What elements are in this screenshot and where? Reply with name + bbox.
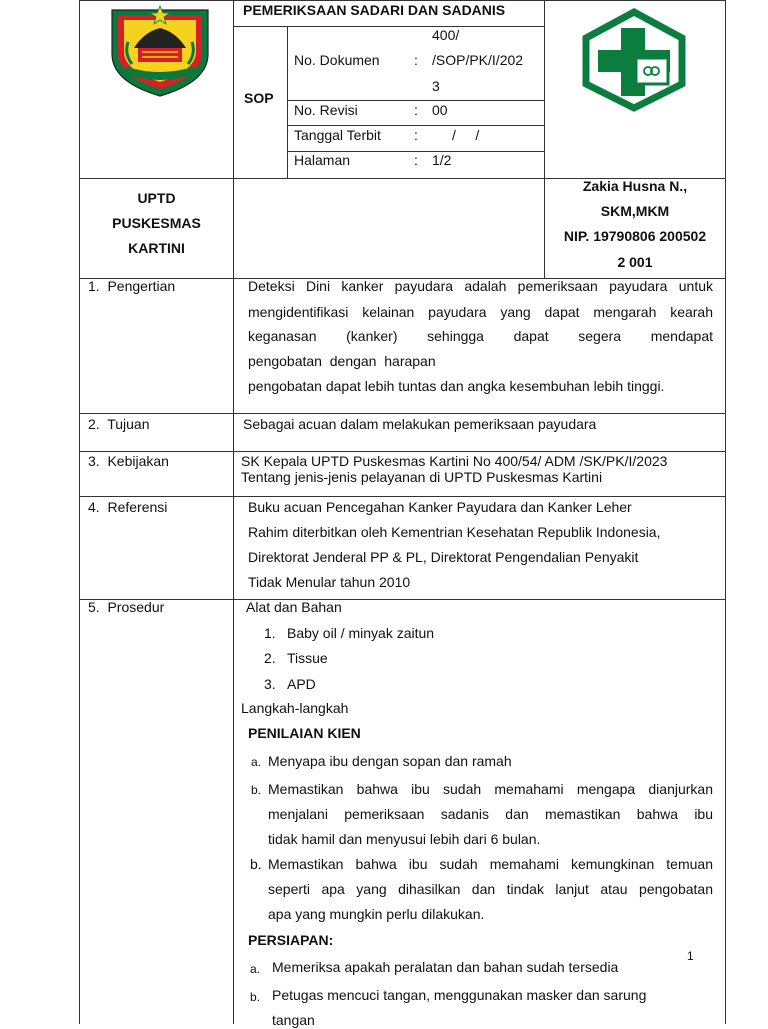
persiapan-item-b-line-1: Petugas mencuci tangan, menggunakan masker dan sarung	[272, 987, 647, 1003]
institution-line-1: UPTD	[137, 190, 176, 206]
title-row-line	[233, 26, 545, 27]
pengertian-line-2: mengidentifikasi kelainan payudara yang dapat mengarah kearah	[248, 304, 713, 320]
pengertian-bottom-line	[79, 413, 726, 414]
doc-no-label: No. Dokumen	[294, 52, 380, 68]
sop-label: SOP	[244, 90, 274, 106]
doc-row-line	[287, 100, 545, 101]
institution-line-2: PUSKESMAS	[112, 215, 201, 231]
page-colon: :	[414, 152, 418, 168]
penilaian-item-b1-mark: b.	[251, 783, 262, 797]
table-border-left	[79, 0, 80, 1024]
issue-date-value: / /	[452, 127, 480, 143]
persiapan-item-b-line-2: tangan	[272, 1012, 315, 1028]
penilaian-item-b1-line-2: menjalani pemeriksaan sadanis dan memastikan bahwa ibu	[268, 806, 713, 822]
signatory-name: Zakia Husna N.,	[582, 178, 688, 194]
issue-date-colon: :	[414, 127, 418, 143]
pengertian-line-3: keganasan (kanker) sehingga dapat segera mendapat	[248, 328, 713, 344]
section-label-pengertian: 1. Pengertian	[88, 278, 176, 294]
pengertian-line-1: Deteksi Dini kanker payudara adalah pemeriksaan payudara untuk	[248, 278, 713, 294]
revision-value: 00	[432, 102, 448, 118]
penilaian-item-b2-line-2: seperti apa yang dihasilkan dan tindak lanjut atau pengobatan	[268, 881, 713, 897]
section-label-tujuan: 2. Tujuan	[88, 416, 150, 432]
pengertian-line-5: pengobatan dapat lebih tuntas dan angka kesembuhan lebih tinggi.	[248, 378, 665, 394]
alat-item-3-text: APD	[287, 676, 316, 692]
page-value: 1/2	[432, 152, 452, 168]
persiapan-item-a-mark: a.	[250, 962, 261, 976]
doc-no-colon: :	[414, 52, 418, 68]
persiapan-item-b-mark: b.	[250, 990, 261, 1004]
signatory-title: SKM,MKM	[600, 203, 670, 219]
revision-label: No. Revisi	[294, 102, 358, 118]
tujuan-line-1: Sebagai acuan dalam melakukan pemeriksaan payudara	[243, 416, 597, 432]
referensi-bottom-line	[79, 599, 726, 600]
penilaian-item-b2-line-1: Memastikan bahwa ibu sudah memahami kemungkinan temuan	[268, 856, 713, 872]
tujuan-bottom-line	[79, 451, 726, 452]
institution-line-3: KARTINI	[128, 240, 185, 256]
penilaian-item-b1-line-3: tidak hamil dan menyusui lebih dari 6 bulan.	[268, 831, 541, 847]
table-border-top	[79, 0, 726, 1]
alat-bahan-title: Alat dan Bahan	[246, 599, 342, 615]
alat-item-2-num: 2.	[264, 650, 276, 666]
page-number: 1	[687, 949, 694, 963]
puskesmas-logo	[578, 8, 690, 112]
revisi-row-line	[287, 125, 545, 126]
doc-no-value-line3: 3	[432, 78, 440, 94]
penilaian-item-a-mark: a.	[251, 755, 262, 769]
kebijakan-line-1: SK Kepala UPTD Puskesmas Kartini No 400/54/ ADM /SK/PK/I/2023	[241, 453, 668, 469]
alat-item-2-text: Tissue	[287, 650, 328, 666]
header-divider-sop	[287, 26, 288, 178]
kebijakan-bottom-line	[79, 496, 726, 497]
penilaian-item-a-line-1: Menyapa ibu dengan sopan dan ramah	[268, 753, 512, 769]
document-title: PEMERIKSAAN SADARI DAN SADANIS	[243, 2, 506, 18]
signatory-nip-cont: 2 001	[617, 254, 653, 270]
table-border-right	[725, 0, 726, 1024]
referensi-line-2: Rahim diterbitkan oleh Kementrian Kesehatan Republik Indonesia,	[248, 524, 661, 540]
alat-item-3-num: 3.	[264, 676, 276, 692]
referensi-line-1: Buku acuan Pencegahan Kanker Payudara dan Kanker Leher	[248, 499, 632, 515]
section-label-kebijakan: 3. Kebijakan	[88, 453, 169, 469]
doc-no-value-line1: 400/	[432, 27, 460, 43]
penilaian-item-b1-line-1: Memastikan bahwa ibu sudah memahami mengapa dianjurkan	[268, 781, 713, 797]
langkah-title: Langkah-langkah	[241, 700, 349, 716]
page-label: Halaman	[294, 152, 351, 168]
issue-date-label: Tanggal Terbit	[294, 127, 381, 143]
regional-emblem-logo	[104, 2, 216, 98]
alat-item-1-num: 1.	[264, 625, 276, 641]
referensi-line-3: Direktorat Jenderal PP & PL, Direktorat Pengendalian Penyakit	[248, 549, 639, 565]
pengertian-line-4: pengobatan dengan harapan	[248, 353, 436, 369]
referensi-line-4: Tidak Menular tahun 2010	[248, 574, 411, 590]
penilaian-item-b2-mark: b.	[250, 856, 262, 872]
doc-no-value-line2: /SOP/PK/I/202	[432, 52, 524, 68]
alat-item-1-text: Baby oil / minyak zaitun	[287, 625, 435, 641]
signatory-nip: NIP. 19790806 200502	[563, 228, 707, 244]
penilaian-item-b2-line-3: apa yang mungkin perlu dilakukan.	[268, 906, 485, 922]
section-label-referensi: 4. Referensi	[88, 499, 168, 515]
kebijakan-line-2: Tentang jenis-jenis pelayanan di UPTD Puskesmas Kartini	[241, 469, 603, 485]
revision-colon: :	[414, 102, 418, 118]
section-label-prosedur: 5. Prosedur	[88, 599, 165, 615]
penilaian-kien-title: PENILAIAN KIEN	[248, 725, 361, 741]
persiapan-item-a-line-1: Memeriksa apakah peralatan dan bahan sudah tersedia	[272, 959, 619, 975]
header-divider-1	[233, 0, 234, 1024]
persiapan-title: PERSIAPAN:	[248, 932, 334, 948]
